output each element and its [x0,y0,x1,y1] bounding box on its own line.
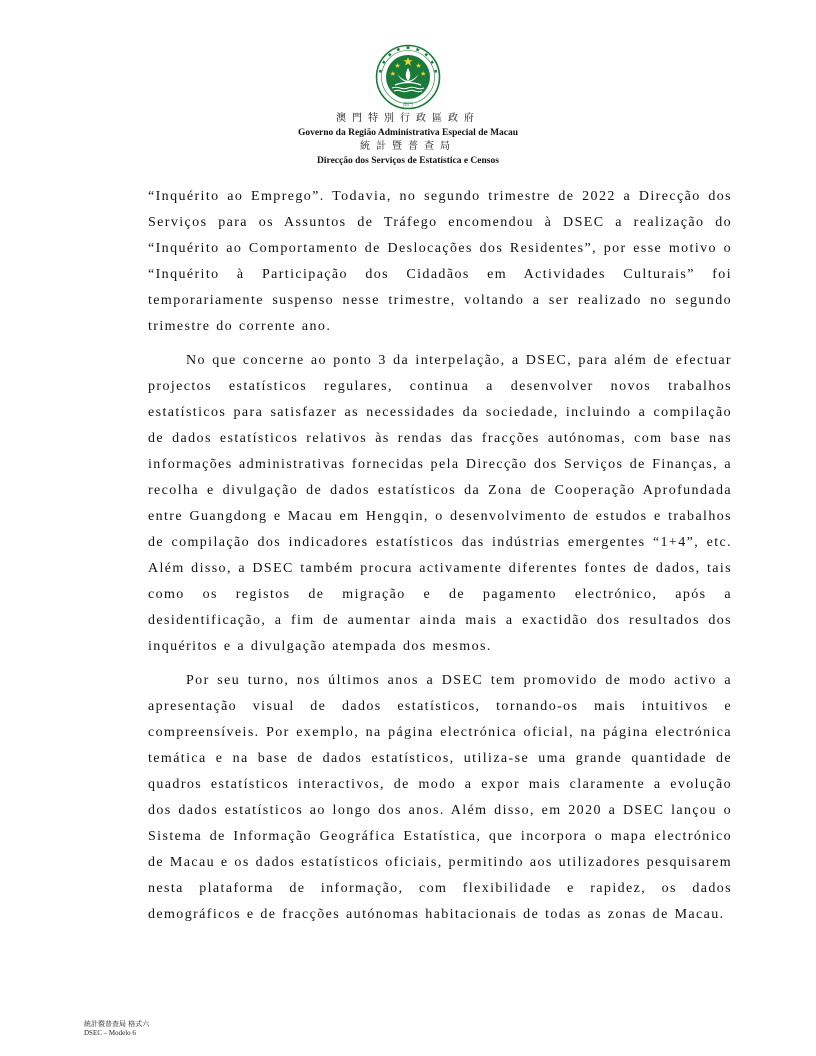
government-name-zh: 澳門特別行政區政府 [336,113,480,124]
paragraph-1: “Inquérito ao Emprego”. Todavia, no segundo trimestre de 2022 a Direcção dos Serviços para os Assuntos de Tráfego encomendou à DSEC a realização do “Inquérito ao Comportamento de Deslocações dos Residentes”, por esse motivo o “Inquérito à Participação dos Cidadãos em Actividades Culturais” foi temporariamente suspenso nesse trimestre, voltando a ser realizado no segundo trimestre do corrente ano. [148,189,732,334]
form-code-zh: 統計暨普查局 格式六 [84,1020,150,1028]
paragraph-2: No que concerne ao ponto 3 da interpelação, a DSEC, para além de efectuar projectos estatísticos regulares, continua a desenvolver novos trabalhos estatísticos para satisfazer as necessidades da sociedade, incluindo a compilação de dados estatísticos relativos às rendas das fracções autónomas, com base nas informações administrativas fornecidas pela Direcção dos Serviços de Finanças, a recolha e divulgação de dados estatísticos da Zona de Cooperação Aprofundada entre Guangdong e Macau em Hengqin, o desenvolvimento de estudos e trabalhos de compilação dos indicadores estatísticos das indústrias emergentes “1+4”, etc. Além disso, a DSEC também procura activamente diferentes fontes de dados, tais como os registos de migração e de pagamento electrónico, após a desidentificação, a fim de aumentar ainda mais a exactidão dos resultados dos inquéritos e a divulgação atempada dos mesmos. [148,353,732,654]
government-name-pt: Governo da Região Administrativa Especial de Macau [297,128,519,138]
bureau-name-pt: Direcção dos Serviços de Estatística e Censos [317,156,499,166]
document-body [148,184,732,936]
paragraph-3: Por seu turno, nos últimos anos a DSEC tem promovido de modo activo a apresentação visual de dados estatísticos, tornando-os mais intuitivos e compreensíveis. Por exemplo, na página electrónica oficial, na página electrónica temática e na base de dados estatísticos, utiliza-se uma grande quantidade de quadros estatísticos interactivos, de modo a expor mais claramente a evolução dos dados estatísticos ao longo dos anos. Além disso, em 2020 a DSEC lançou o Sistema de Informação Geográfica Estatística, que incorpora o mapa electrónico de Macau e os dados estatísticos oficiais, permitindo aos utilizadores pesquisarem nesta plataforma de informação, com flexibilidade e rapidez, os dados demográficos e de fracções autónomas habitacionais de todas as zonas de Macau. [148,673,732,922]
bureau-name-zh: 統計暨普查局 [360,141,456,152]
macau-sar-emblem-icon [375,44,441,110]
emblem-bottom-text: 澳門 [402,102,414,108]
letterhead [0,44,816,168]
form-code-pt: DSEC – Modelo 6 [84,1029,136,1037]
form-footer [84,1020,149,1038]
